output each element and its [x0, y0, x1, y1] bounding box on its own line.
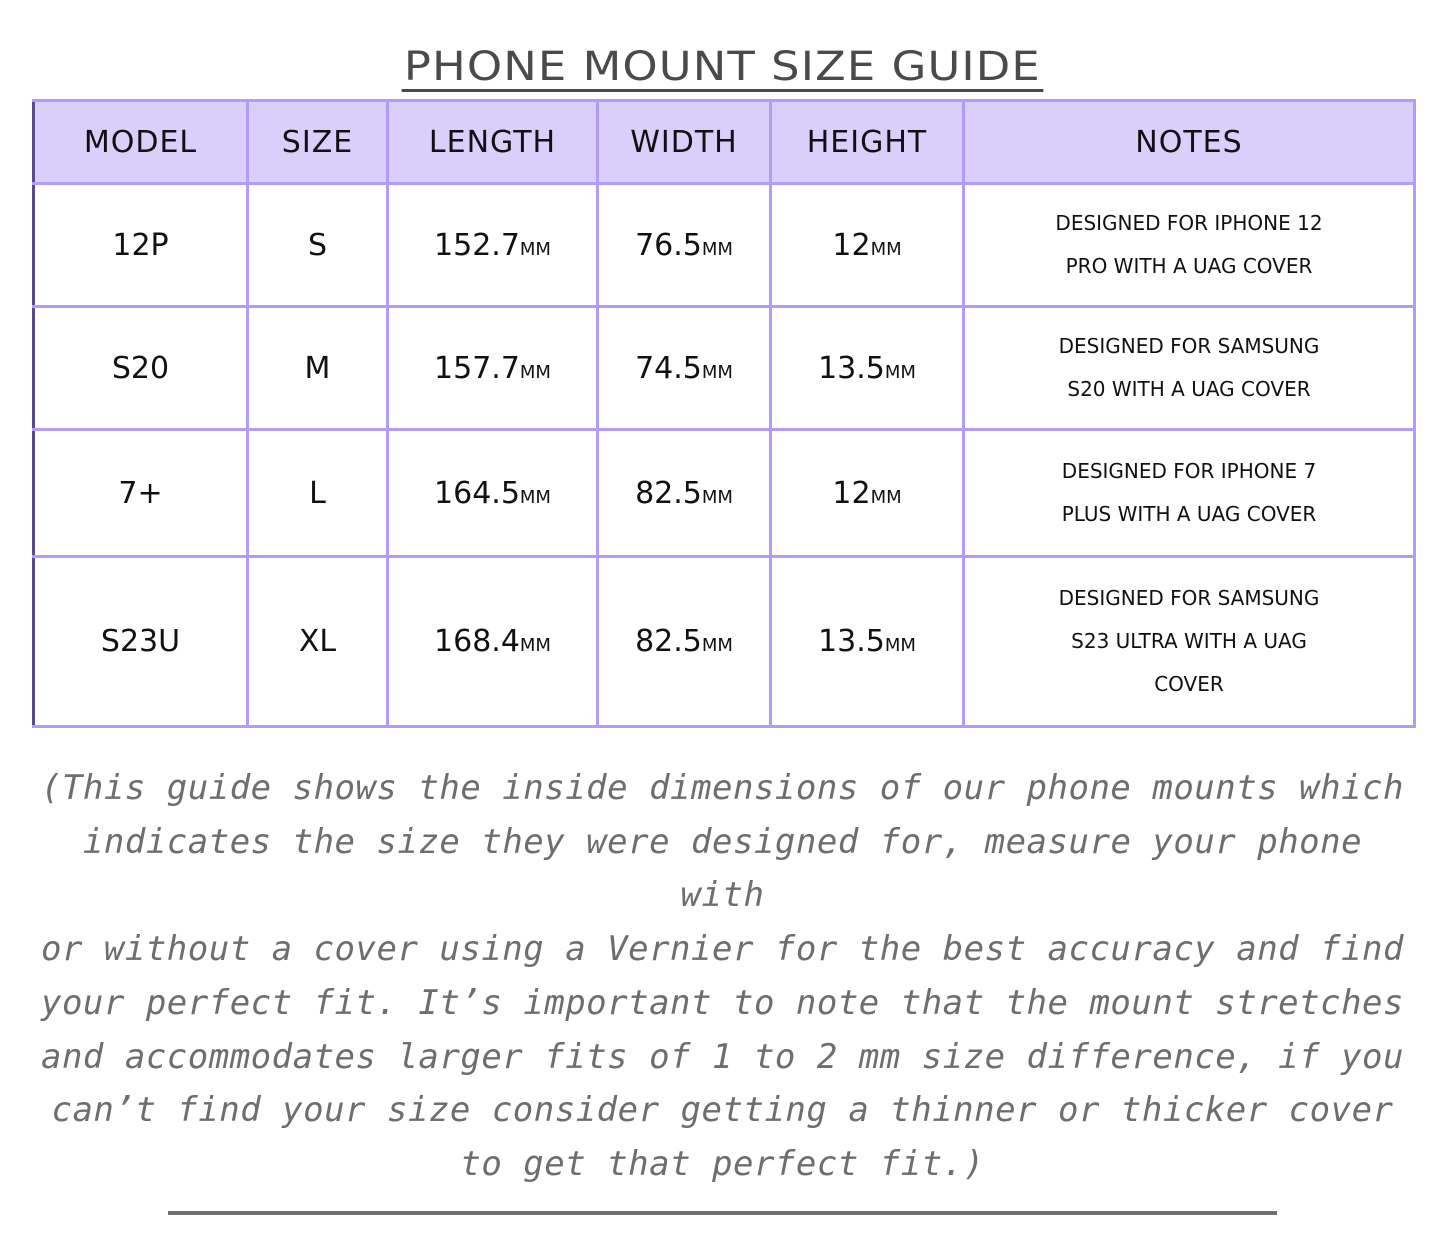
page-title	[0, 41, 1445, 93]
header-size: SIZE	[248, 101, 388, 184]
width-value: 82.5	[635, 624, 702, 659]
note-line: DESIGNED FOR SAMSUNG	[1058, 334, 1320, 358]
height-value: 13.5	[818, 624, 885, 659]
unit-label: MM	[870, 238, 902, 260]
size-guide-table	[32, 99, 1416, 728]
length-value: 152.7	[434, 227, 520, 263]
width-value: 74.5	[635, 350, 702, 386]
table-row	[34, 557, 1415, 727]
height-value: 12	[832, 475, 871, 511]
cell-notes	[964, 430, 1415, 557]
note-line: COVER	[1154, 672, 1224, 696]
cell-model: 12P	[34, 184, 248, 307]
cell-length	[388, 430, 598, 557]
unit-label: MM	[701, 361, 733, 383]
note-line: DESIGNED FOR IPHONE 12	[1055, 211, 1323, 235]
cell-width	[598, 184, 771, 307]
note-line: DESIGNED FOR SAMSUNG	[1058, 586, 1320, 610]
disclaimer-line: can’t find your size consider getting a thinner or thicker cover	[51, 1090, 1394, 1131]
unit-label: MM	[884, 635, 916, 656]
cell-width	[598, 307, 771, 430]
disclaimer-line: indicates the size they were designed for, measure your phone with	[82, 821, 1363, 916]
note-line: DESIGNED FOR IPHONE 7	[1061, 459, 1317, 483]
note-line: PLUS WITH A UAG COVER	[1061, 502, 1317, 526]
cell-width	[598, 557, 771, 727]
cell-notes	[964, 557, 1415, 727]
disclaimer-line: and accommodates larger fits of 1 to 2 mm size difference, if you	[40, 1036, 1405, 1077]
cell-height	[771, 557, 964, 727]
unit-label: MM	[884, 361, 916, 383]
unit-label: MM	[870, 486, 902, 508]
header-model: MODEL	[34, 101, 248, 184]
cell-notes	[964, 184, 1415, 307]
cell-length	[388, 307, 598, 430]
cell-height	[771, 184, 964, 307]
disclaimer-line: (This guide shows the inside dimensions of our phone mounts which	[40, 768, 1405, 808]
cell-size: S	[248, 184, 388, 307]
width-value: 82.5	[635, 475, 702, 511]
length-value: 168.4	[434, 624, 520, 659]
disclaimer-line: your perfect fit. It’s important to note that the mount stretches	[40, 982, 1405, 1023]
measurement-disclaimer	[32, 762, 1413, 1192]
footer-divider	[168, 1211, 1277, 1215]
table-row	[34, 184, 1415, 307]
width-value: 76.5	[635, 227, 702, 263]
length-value: 157.7	[434, 350, 520, 386]
header-width: WIDTH	[598, 101, 771, 184]
cell-notes	[964, 307, 1415, 430]
header-length: LENGTH	[388, 101, 598, 184]
unit-label: MM	[519, 238, 551, 260]
cell-size: L	[248, 430, 388, 557]
cell-model: S23U	[34, 557, 248, 727]
note-line: PRO WITH A UAG COVER	[1065, 254, 1313, 278]
cell-size: M	[248, 307, 388, 430]
cell-width	[598, 430, 771, 557]
note-line: S23 ULTRA WITH A UAG	[1071, 629, 1307, 653]
unit-label: MM	[519, 486, 551, 508]
cell-size: XL	[248, 557, 388, 727]
table-header-row	[34, 101, 1415, 184]
height-value: 12	[832, 227, 871, 263]
height-value: 13.5	[818, 350, 885, 386]
table-row	[34, 430, 1415, 557]
disclaimer-line: to get that perfect fit.)	[460, 1143, 985, 1184]
table-row	[34, 307, 1415, 430]
cell-height	[771, 307, 964, 430]
cell-length	[388, 557, 598, 727]
unit-label: MM	[701, 635, 733, 656]
cell-height	[771, 430, 964, 557]
header-height: HEIGHT	[771, 101, 964, 184]
disclaimer-line: or without a cover using a Vernier for the best accuracy and find	[40, 929, 1405, 970]
length-value: 164.5	[434, 475, 520, 511]
unit-label: MM	[701, 238, 733, 260]
page-title-text: PHONE MOUNT SIZE GUIDE	[402, 45, 1043, 92]
cell-length	[388, 184, 598, 307]
unit-label: MM	[701, 486, 733, 508]
note-line: S20 WITH A UAG COVER	[1067, 377, 1311, 401]
cell-model: S20	[34, 307, 248, 430]
unit-label: MM	[519, 635, 551, 656]
cell-model: 7+	[34, 430, 248, 557]
header-notes: NOTES	[964, 101, 1415, 184]
unit-label: MM	[519, 361, 551, 383]
